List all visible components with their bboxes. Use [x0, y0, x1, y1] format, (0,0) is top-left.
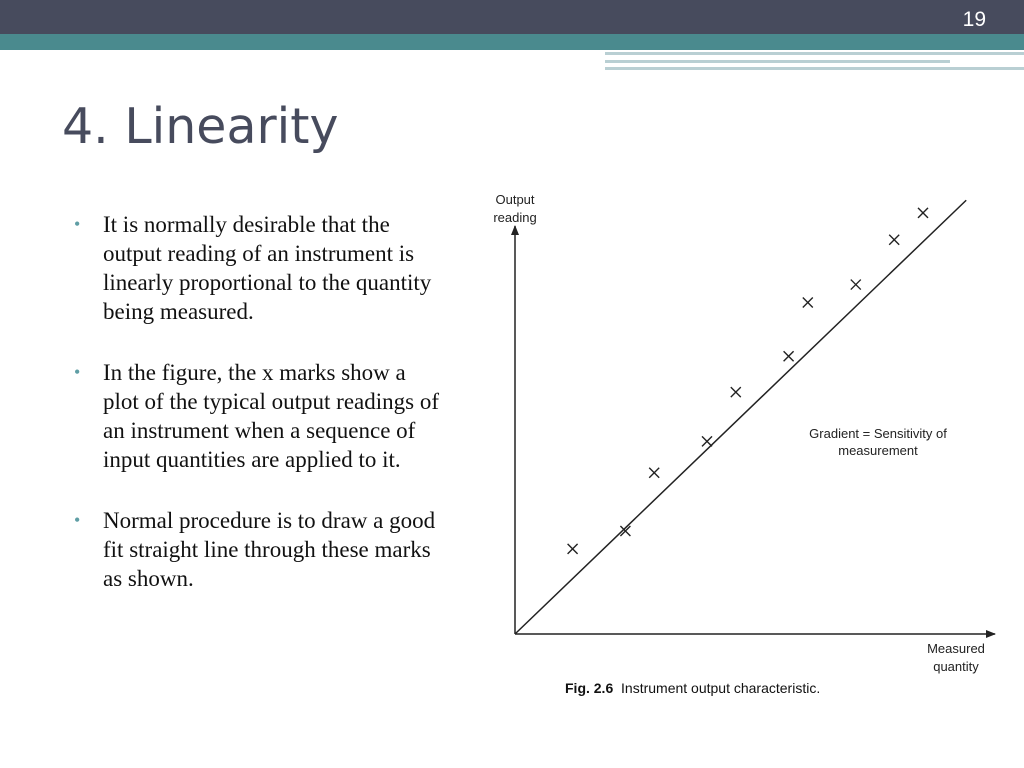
- slide-title: 4. Linearity: [62, 98, 339, 155]
- bullet-item: [74, 358, 444, 474]
- data-point-x-mark: [889, 235, 899, 245]
- x-axis-label-line-2: quantity: [933, 659, 979, 674]
- bullet-text: Normal procedure is to draw a good fit straight line through these marks as shown.: [103, 508, 436, 591]
- header-stripe-2: [605, 60, 950, 63]
- bullet-item: [74, 506, 444, 593]
- data-point-x-mark: [851, 280, 861, 290]
- gradient-annotation-line-2: measurement: [838, 443, 918, 458]
- figure-caption: [565, 680, 820, 696]
- header-accent-band: [0, 34, 1024, 50]
- slide-number: 19: [962, 8, 986, 31]
- x-axis-label-line-1: Measured: [927, 641, 985, 656]
- data-point-x-mark: [803, 297, 813, 307]
- header-bar: [0, 0, 1024, 34]
- bullet-dot-icon: •: [74, 362, 81, 382]
- figure-caption-text: Instrument output characteristic.: [621, 680, 821, 696]
- data-point-x-mark: [731, 387, 741, 397]
- bullet-text: In the figure, the x marks show a plot of the typical output readings of an instrument when a sequence of input quantities are applied to it.: [103, 360, 439, 472]
- linearity-chart: [480, 186, 1010, 686]
- data-points: [568, 208, 928, 554]
- y-axis-label-line-2: reading: [493, 210, 537, 225]
- bullet-list: [74, 210, 444, 625]
- bullet-dot-icon: •: [74, 510, 81, 530]
- data-point-x-mark: [568, 544, 578, 554]
- data-point-x-mark: [784, 351, 794, 361]
- bullet-dot-icon: •: [74, 214, 81, 234]
- header-stripe-1: [605, 52, 1024, 55]
- header-stripe-3: [605, 67, 1024, 70]
- bullet-item: [74, 210, 444, 326]
- data-point-x-mark: [918, 208, 928, 218]
- best-fit-line: [515, 200, 966, 634]
- figure-caption-label: Fig. 2.6: [565, 680, 614, 696]
- bullet-text: It is normally desirable that the output reading of an instrument is linearly proportional to the quantity being measured.: [103, 212, 432, 324]
- y-axis-label-line-1: Output: [495, 192, 535, 207]
- data-point-x-mark: [702, 436, 712, 446]
- data-point-x-mark: [649, 468, 659, 478]
- gradient-annotation-line-1: Gradient = Sensitivity of: [809, 426, 947, 441]
